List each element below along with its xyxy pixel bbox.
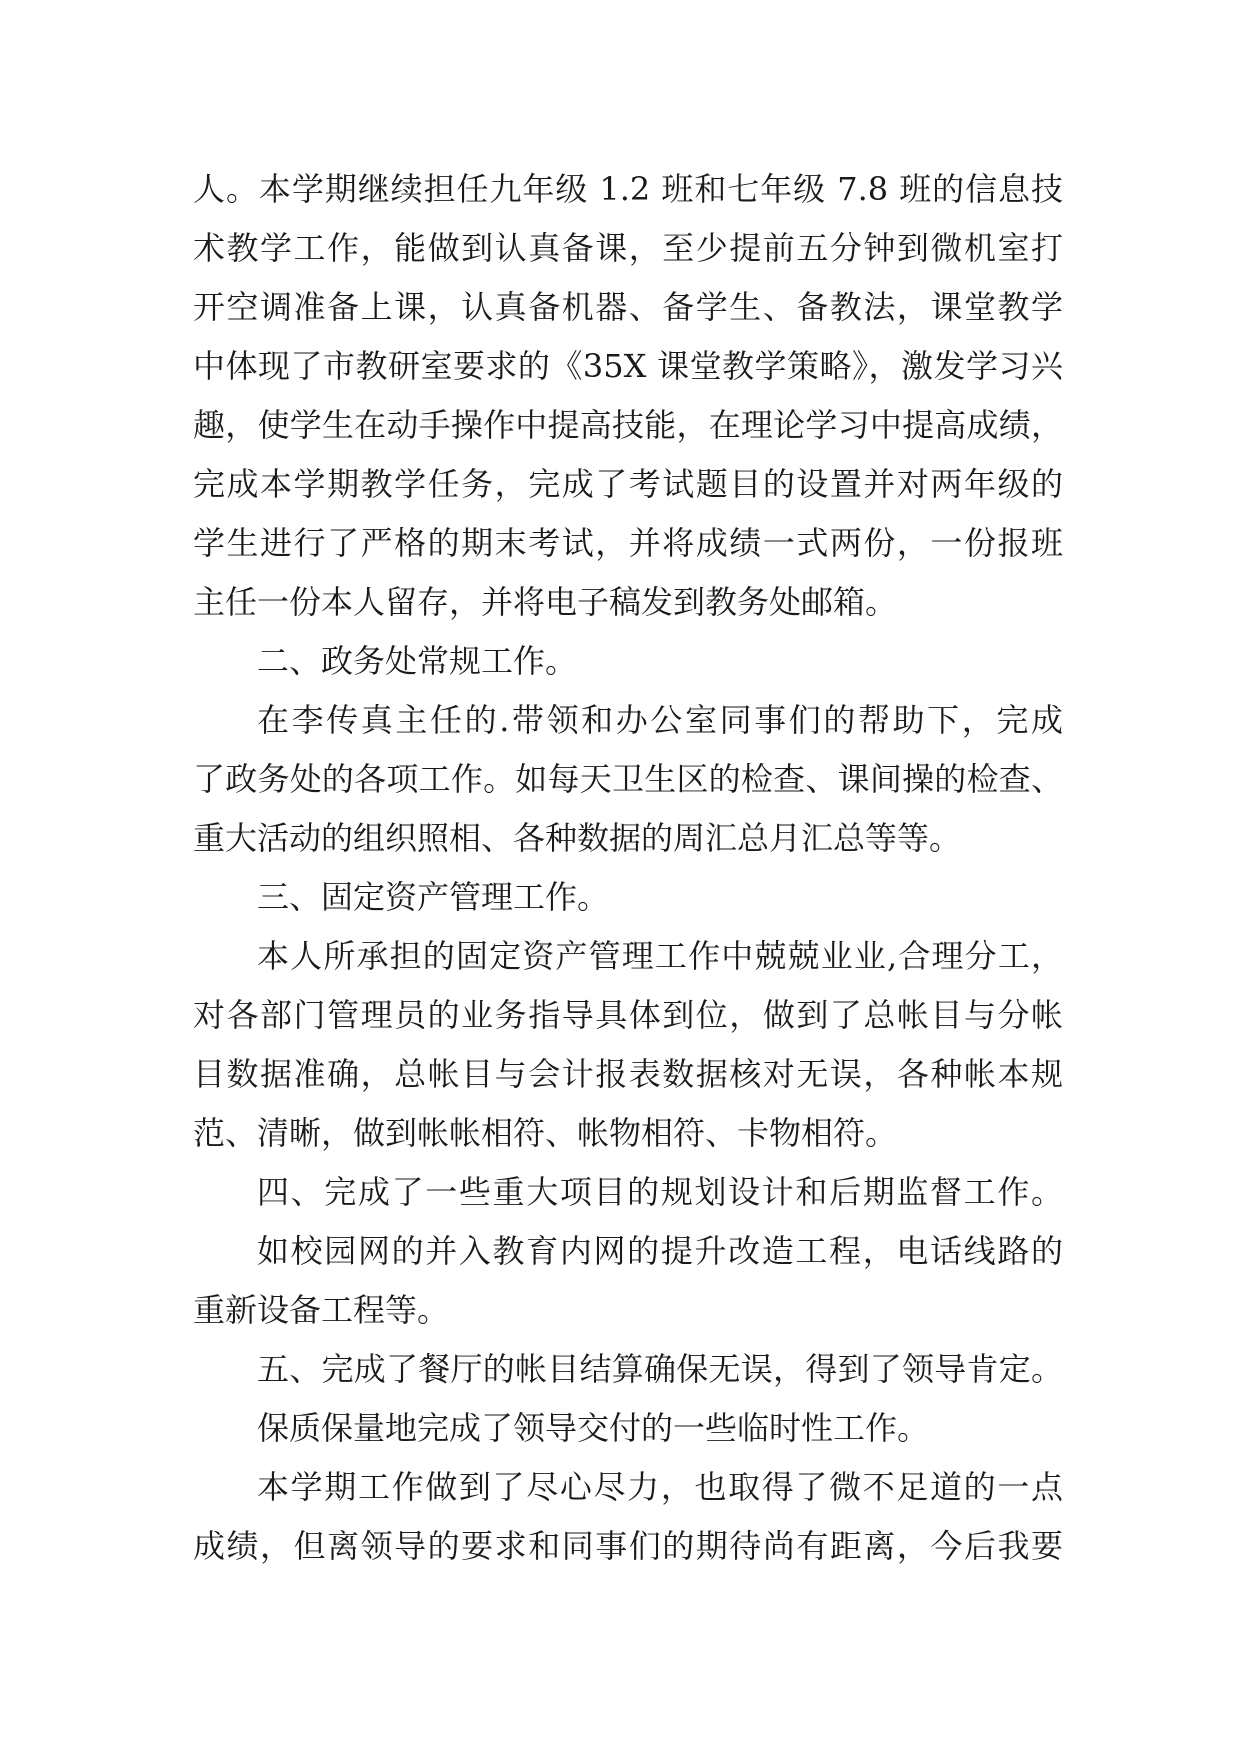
text-line: 趣，使学生在动手操作中提高技能，在理论学习中提高成绩， xyxy=(193,406,1063,444)
text-line: 范、清晰，做到帐帐相符、帐物相符、卡物相符。 xyxy=(193,1114,898,1152)
text-line: 在李传真主任的.带领和办公室同事们的帮助下，完成 xyxy=(257,701,1063,739)
text-line: 主任一份本人留存，并将电子稿发到教务处邮箱。 xyxy=(193,583,898,621)
text-line: 了政务处的各项工作。如每天卫生区的检查、课间操的检查、 xyxy=(193,760,1063,798)
text-line: 成绩，但离领导的要求和同事们的期待尚有距离，今后我要 xyxy=(193,1527,1063,1565)
text-line: 本学期工作做到了尽心尽力，也取得了微不足道的一点 xyxy=(257,1468,1063,1506)
text-line: 目数据准确，总帐目与会计报表数据核对无误，各种帐本规 xyxy=(193,1055,1063,1093)
text-line: 学生进行了严格的期末考试，并将成绩一式两份，一份报班 xyxy=(193,524,1063,562)
section-heading: 五、完成了餐厅的帐目结算确保无误，得到了领导肯定。 xyxy=(257,1350,1063,1388)
text-line: 开空调准备上课，认真备机器、备学生、备教法，课堂教学 xyxy=(193,288,1063,326)
text-line: 人。本学期继续担任九年级 1.2 班和七年级 7.8 班的信息技 xyxy=(193,170,1063,208)
text-line: 重大活动的组织照相、各种数据的周汇总月汇总等等。 xyxy=(193,819,962,857)
text-line: 本人所承担的固定资产管理工作中兢兢业业,合理分工， xyxy=(257,937,1063,975)
text-line: 中体现了市教研室要求的《35X 课堂教学策略》，激发学习兴 xyxy=(193,347,1063,385)
section-heading: 四、完成了一些重大项目的规划设计和后期监督工作。 xyxy=(257,1173,1063,1211)
text-line: 术教学工作，能做到认真备课，至少提前五分钟到微机室打 xyxy=(193,229,1063,267)
text-line: 完成本学期教学任务，完成了考试题目的设置并对两年级的 xyxy=(193,465,1063,503)
text-line: 如校园网的并入教育内网的提升改造工程，电话线路的 xyxy=(257,1232,1063,1270)
text-line: 保质保量地完成了领导交付的一些临时性工作。 xyxy=(257,1409,930,1447)
section-heading: 二、政务处常规工作。 xyxy=(257,642,578,680)
text-line: 对各部门管理员的业务指导具体到位，做到了总帐目与分帐 xyxy=(193,996,1063,1034)
body-text xyxy=(193,160,1063,1576)
section-heading: 三、固定资产管理工作。 xyxy=(257,878,610,916)
text-line: 重新设备工程等。 xyxy=(193,1291,450,1329)
